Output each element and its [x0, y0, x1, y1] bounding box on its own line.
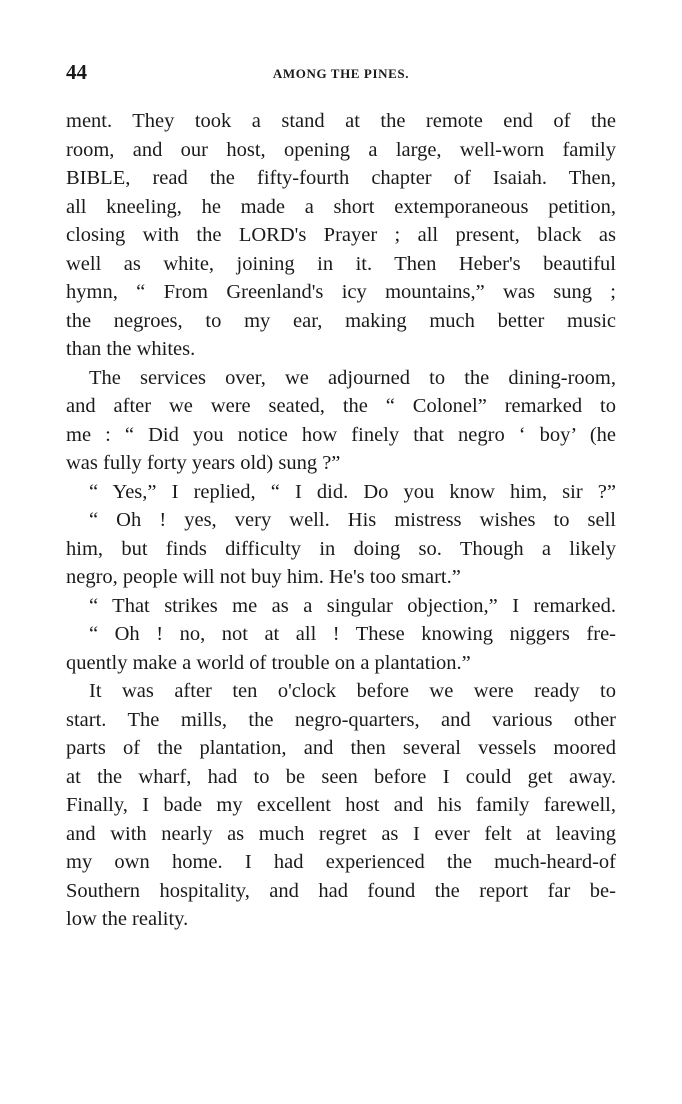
text-line: “ Oh ! no, not at all ! These knowing niggers fre-: [89, 623, 616, 645]
text-line: well as white, joining in it. Then Heber's beautiful: [66, 252, 616, 275]
text-line: and after we were seated, the “ Colonel” remarked to: [66, 395, 616, 417]
text-line: quently make a world of trouble on a plantation.”: [66, 651, 471, 674]
text-line: and with nearly as much regret as I ever felt at leaving: [66, 822, 616, 845]
text-line: “ Yes,” I replied, “ I did. Do you know him, sir ?”: [89, 480, 616, 503]
text-line: BIBLE, read the fifty-fourth chapter of Isaiah. Then,: [66, 167, 616, 189]
text-line: low the reality.: [66, 908, 189, 930]
body-text: [66, 107, 616, 934]
text-line: ment. They took a stand at the remote end of the: [66, 110, 616, 132]
text-line: me : “ Did you notice how finely that negro ‘ boy’ (he: [66, 423, 616, 446]
text-line: Southern hospitality, and had found the report far be-: [66, 879, 616, 902]
text-line: than the whites.: [66, 338, 196, 360]
text-line: room, and our host, opening a large, well-worn family: [66, 138, 616, 161]
text-line: It was after ten o'clock before we were ready to: [89, 680, 616, 702]
text-line: Finally, I bade my excellent host and his family farewell,: [66, 794, 616, 816]
text-line: closing with the LORD's Prayer ; all present, black as: [66, 224, 616, 246]
text-line: The services over, we adjourned to the dining-room,: [89, 366, 616, 389]
text-line: him, but finds difficulty in doing so. Though a likely: [66, 537, 616, 560]
text-line: the negroes, to my ear, making much better music: [66, 309, 616, 332]
text-line: all kneeling, he made a short extemporaneous petition,: [66, 195, 616, 218]
text-line: “ Oh ! yes, very well. His mistress wishes to sell: [89, 509, 616, 531]
text-line: “ That strikes me as a singular objection,” I remarked.: [89, 594, 616, 617]
text-line: negro, people will not buy him. He's too smart.”: [66, 566, 461, 588]
text-line: at the wharf, had to be seen before I could get away.: [66, 765, 616, 788]
page-header: [66, 60, 616, 90]
text-line: my own home. I had experienced the much-heard-of: [66, 851, 616, 873]
text-line: start. The mills, the negro-quarters, and various other: [66, 708, 616, 731]
text-line: was fully forty years old) sung ?”: [66, 452, 341, 474]
page-number: 44: [66, 60, 87, 84]
text-line: hymn, “ From Greenland's icy mountains,” was sung ;: [66, 281, 616, 303]
running-title: AMONG THE PINES.: [272, 66, 410, 81]
text-line: parts of the plantation, and then several vessels moored: [66, 737, 616, 759]
